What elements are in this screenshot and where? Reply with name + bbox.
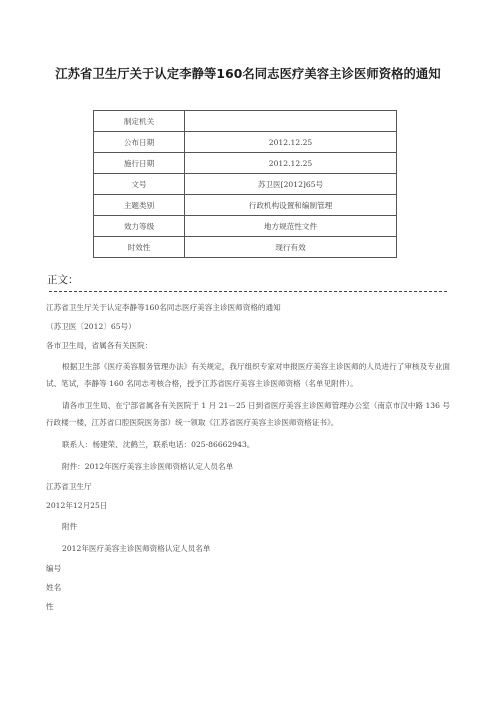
body-heading: 正文： <box>47 274 79 286</box>
document-number: （苏卫医〔2012〕65号） <box>46 322 136 331</box>
list-column-header: 姓名 <box>46 583 62 592</box>
meta-label: 公布日期 <box>94 132 185 153</box>
meta-row <box>94 216 397 237</box>
meta-value <box>185 111 397 132</box>
attachment-note: 附件：2012年医疗美容主诊医师资格认定人员名单 <box>62 462 234 471</box>
addressee: 各市卫生局，省属各有关医院： <box>46 341 153 350</box>
meta-label: 效力等级 <box>94 216 185 237</box>
paragraph: 请各市卫生局、在宁部省属各有关医院于 1 月 21－25 日到省医疗美容主诊医师管理办公室（南京市汉中路 136 号行政楼一楼，江苏省口腔医院医务部）统一领取《江苏省医疗美容主诊医师资格证书》。 <box>46 401 450 427</box>
document-body <box>46 301 450 614</box>
meta-row <box>94 174 397 195</box>
document-title: 江苏省卫生厅关于认定李静等160名同志医疗美容主诊医师资格的通知 <box>55 67 441 81</box>
meta-value: 地方规范性文件 <box>185 216 397 237</box>
meta-value: 2012.12.25 <box>185 153 397 174</box>
paragraph: 根据卫生部《医疗美容服务管理办法》有关规定，我厅组织专家对申报医疗美容主诊医师的人员进行了审核及专业面试、笔试，李静等 160 名同志考核合格，授予江苏省医疗美容主诊医师资格（名单见附件）。 <box>46 362 450 388</box>
dashed-divider <box>49 291 447 292</box>
meta-label: 主题类别 <box>94 195 185 216</box>
issue-date: 2012年12月25日 <box>46 501 108 510</box>
list-column-header: 编号 <box>46 564 62 573</box>
attachment-heading: 附件 <box>62 522 78 531</box>
list-column-header: 性 <box>46 602 54 611</box>
meta-row <box>94 237 397 258</box>
meta-row <box>94 132 397 153</box>
meta-value: 苏卫医[2012]65号 <box>185 174 397 195</box>
attachment-title: 2012年医疗美容主诊医师资格认定人员名单 <box>62 544 211 553</box>
meta-row <box>94 111 397 132</box>
meta-value: 现行有效 <box>185 237 397 258</box>
meta-label: 施行日期 <box>94 153 185 174</box>
meta-value: 2012.12.25 <box>185 132 397 153</box>
meta-row <box>94 153 397 174</box>
body-title-line: 江苏省卫生厅关于认定李静等160名同志医疗美容主诊医师资格的通知 <box>46 303 281 312</box>
meta-label: 制定机关 <box>94 111 185 132</box>
meta-label: 文号 <box>94 174 185 195</box>
meta-value: 行政机构设置和编制管理 <box>185 195 397 216</box>
metadata-table <box>93 110 397 258</box>
meta-label: 时效性 <box>94 237 185 258</box>
meta-row <box>94 195 397 216</box>
issuer: 江苏省卫生厅 <box>46 482 92 491</box>
contact-line: 联系人：杨建荣、沈鹤兰，联系电话：025-86662943。 <box>62 440 255 449</box>
